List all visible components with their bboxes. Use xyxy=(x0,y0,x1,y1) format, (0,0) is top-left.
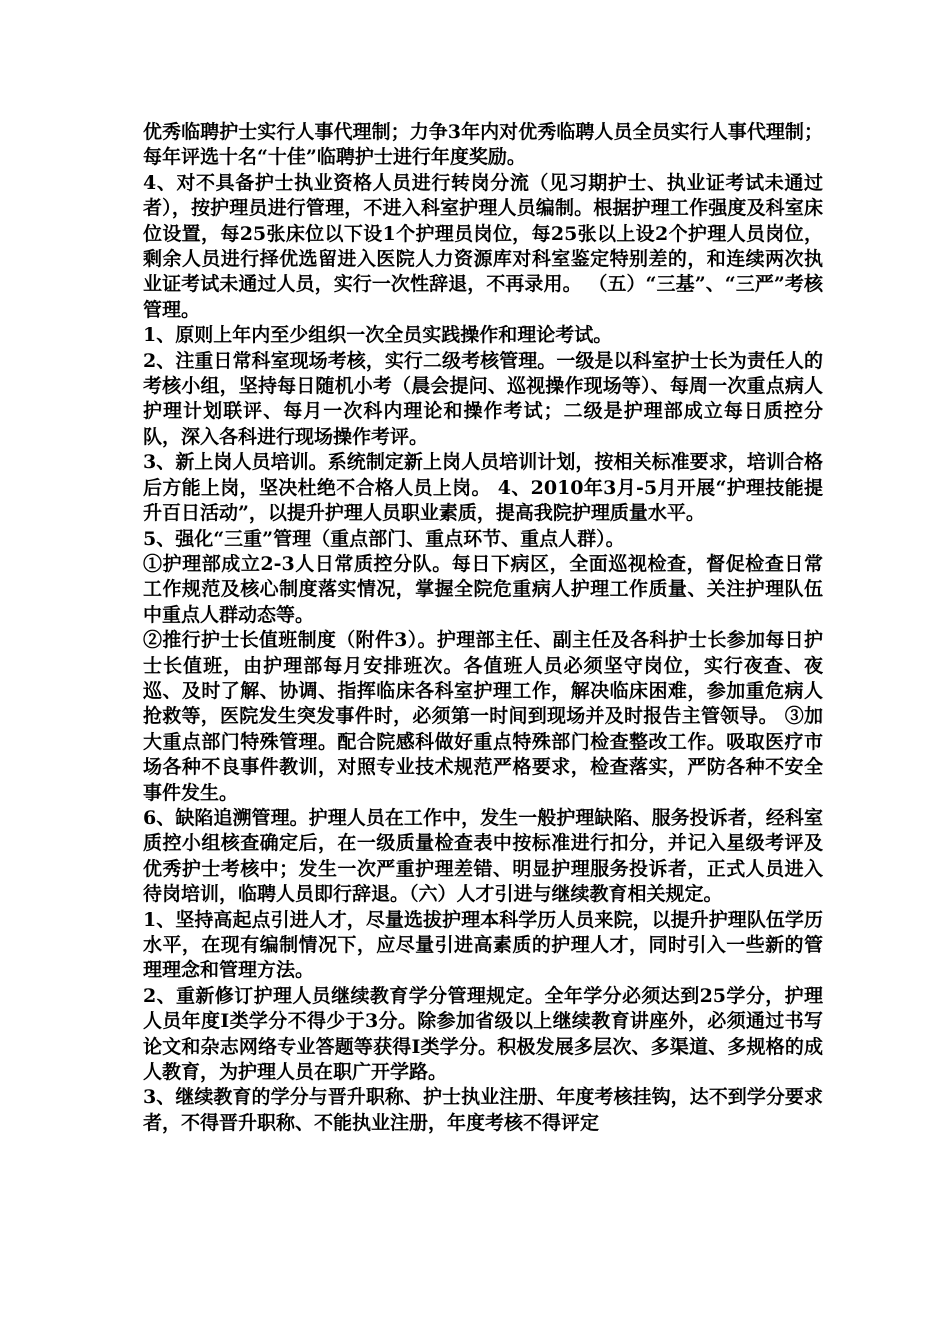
paragraph-12: 3、继续教育的学分与晋升职称、护士执业注册、年度考核挂钩，达不到学分要求者，不得晋升职称、不能执业注册，年度考核不得评定 xyxy=(143,1086,823,1134)
paragraph-3: 1、原则上年内至少组织一次全员实践操作和理论考试。 xyxy=(143,324,613,347)
document-body xyxy=(143,120,823,1136)
paragraph-7: ①护理部成立2-3人日常质控分队。每日下病区，全面巡视检查，督促检查日常工作规范及核心制度落实情况，掌握全院危重病人护理工作质量、关注护理队伍中重点人群动态等。 xyxy=(143,552,823,626)
paragraph-11: 2、重新修订护理人员继续教育学分管理规定。全年学分必须达到25学分，护理人员年度Ⅰ类学分不得少于3分。除参加省级以上继续教育讲座外，必须通过书写论文和杂志网络专业答题等获得Ⅰ类学分。积极发展多层次、多渠道、多规格的成人教育，为护理人员在职广开学路。 xyxy=(143,984,823,1084)
paragraph-9: 6、缺陷追溯管理。护理人员在工作中，发生一般护理缺陷、服务投诉者，经科室质控小组核查确定后，在一级质量检查表中按标准进行扣分，并记入星级考评及优秀护士考核中；发生一次严重护理差错、明显护理服务投诉者，正式人员进入待岗培训，临聘人员即行辞退。（六）人才引进与继续教育相关规定。 xyxy=(143,806,823,906)
paragraph-5: 3、新上岗人员培训。系统制定新上岗人员培训计划，按相关标准要求，培训合格后方能上岗，坚决杜绝不合格人员上岗。 4、2010年3月-5月开展“护理技能提升百日活动”，以提升护理人员职业素质，提高我院护理质量水平。 xyxy=(143,451,823,525)
paragraph-6: 5、强化“三重”管理（重点部门、重点环节、重点人群）。 xyxy=(143,527,625,550)
paragraph-10: 1、坚持高起点引进人才，尽量选拔护理本科学历人员来院，以提升护理队伍学历水平，在现有编制情况下，应尽量引进高素质的护理人才，同时引入一些新的管理理念和管理方法。 xyxy=(143,908,823,982)
paragraph-8: ②推行护士长值班制度（附件3）。护理部主任、副主任及各科护士长参加每日护士长值班，由护理部每月安排班次。各值班人员必须坚守岗位，实行夜查、夜巡、及时了解、协调、指挥临床各科室护理工作，解决临床困难，参加重危病人抢救等，医院发生突发事件时，必须第一时间到现场并及时报告主管领导。 ③加大重点部门特殊管理。配合院感科做好重点特殊部门检查整改工作。吸取医疗市场各种不良事件教训，对照专业技术规范严格要求，检查落实，严防各种不安全事件发生。 xyxy=(143,629,823,804)
paragraph-2: 4、对不具备护士执业资格人员进行转岗分流（见习期护士、执业证考试未通过者），按护理员进行管理，不进入科室护理人员编制。根据护理工作强度及科室床位设置，每25张床位以下设1个护理员岗位，每25张以上设2个护理人员岗位，剩余人员进行择优选留进入医院人力资源库对科室鉴定特别差的，和连续两次执业证考试未通过人员，实行一次性辞退，不再录用。 （五）“三基”、“三严”考核管理。 xyxy=(143,171,823,321)
paragraph-4: 2、注重日常科室现场考核，实行二级考核管理。一级是以科室护士长为责任人的考核小组，坚持每日随机小考（晨会提问、巡视操作现场等）、每周一次重点病人护理计划联评、每月一次科内理论和操作考试；二级是护理部成立每日质控分队，深入各科进行现场操作考评。 xyxy=(143,349,823,448)
paragraph-1: 优秀临聘护士实行人事代理制；力争3年内对优秀临聘人员全员实行人事代理制；每年评选十名“十佳”临聘护士进行年度奖励。 xyxy=(143,121,823,169)
